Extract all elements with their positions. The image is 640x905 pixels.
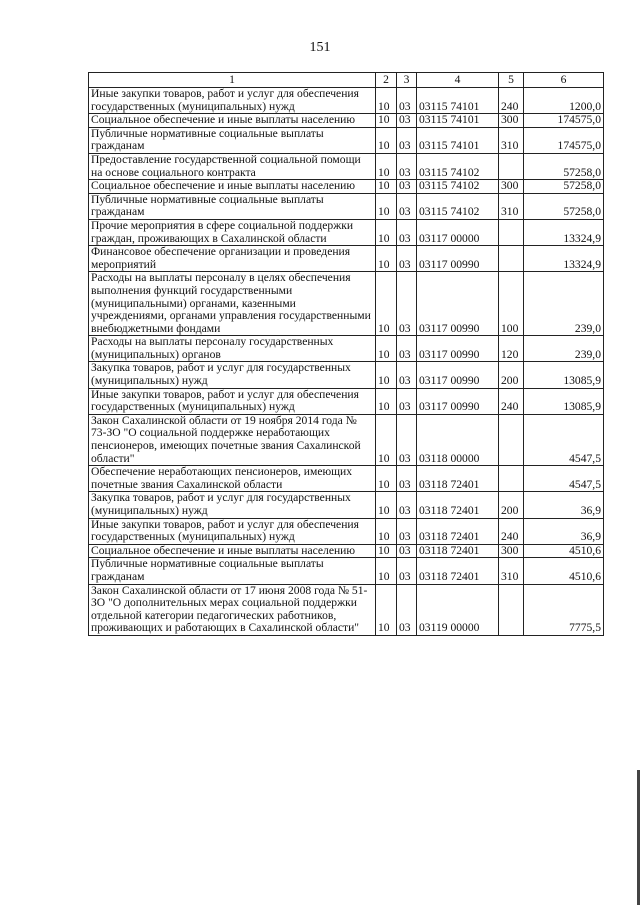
row-section-cell: 10 [376, 219, 397, 245]
row-expense-type-cell: 100 [499, 272, 524, 336]
row-section-cell: 10 [376, 558, 397, 584]
row-target-code-cell: 03115 74102 [417, 180, 499, 194]
table-row [89, 362, 604, 388]
row-name-cell: Обеспечение неработающих пенсионеров, имеющих почетные звания Сахалинской области [89, 466, 376, 492]
row-subsection-cell: 03 [397, 127, 417, 153]
row-subsection-cell: 03 [397, 193, 417, 219]
row-name-cell: Публичные нормативные социальные выплаты гражданам [89, 558, 376, 584]
row-expense-type-cell: 300 [499, 180, 524, 194]
row-target-code-cell: 03117 00990 [417, 362, 499, 388]
row-expense-type-cell [499, 584, 524, 635]
row-name-cell: Социальное обеспечение и иные выплаты населению [89, 180, 376, 194]
budget-table [88, 72, 604, 636]
row-subsection-cell: 03 [397, 272, 417, 336]
row-expense-type-cell: 120 [499, 336, 524, 362]
row-section-cell: 10 [376, 362, 397, 388]
table-row [89, 219, 604, 245]
row-section-cell: 10 [376, 193, 397, 219]
table-row [89, 414, 604, 465]
row-amount-cell: 239,0 [524, 272, 604, 336]
row-expense-type-cell: 240 [499, 518, 524, 544]
row-section-cell: 10 [376, 336, 397, 362]
row-target-code-cell: 03118 00000 [417, 414, 499, 465]
row-expense-type-cell: 200 [499, 362, 524, 388]
row-expense-type-cell: 310 [499, 193, 524, 219]
row-target-code-cell: 03118 72401 [417, 558, 499, 584]
table-row [89, 558, 604, 584]
row-name-cell: Социальное обеспечение и иные выплаты населению [89, 114, 376, 128]
table-row [89, 336, 604, 362]
header-col-4: 4 [417, 73, 499, 88]
table-row [89, 272, 604, 336]
header-col-2: 2 [376, 73, 397, 88]
row-expense-type-cell [499, 219, 524, 245]
row-subsection-cell: 03 [397, 114, 417, 128]
row-name-cell: Закон Сахалинской области от 19 ноября 2014 года № 73-ЗО "О социальной поддержке неработающих пенсионеров, имеющих почетные звания Сахалинской области" [89, 414, 376, 465]
header-col-3: 3 [397, 73, 417, 88]
row-section-cell: 10 [376, 584, 397, 635]
row-amount-cell: 57258,0 [524, 153, 604, 179]
row-subsection-cell: 03 [397, 88, 417, 114]
row-subsection-cell: 03 [397, 180, 417, 194]
row-section-cell: 10 [376, 388, 397, 414]
row-amount-cell: 7775,5 [524, 584, 604, 635]
row-target-code-cell: 03117 00000 [417, 219, 499, 245]
page-number: 151 [309, 40, 331, 55]
row-target-code-cell: 03117 00990 [417, 272, 499, 336]
row-amount-cell: 36,9 [524, 492, 604, 518]
row-name-cell: Социальное обеспечение и иные выплаты населению [89, 544, 376, 558]
header-col-5: 5 [499, 73, 524, 88]
table-row [89, 492, 604, 518]
table-row [89, 114, 604, 128]
row-expense-type-cell: 240 [499, 88, 524, 114]
row-section-cell: 10 [376, 180, 397, 194]
row-target-code-cell: 03115 74101 [417, 127, 499, 153]
row-name-cell: Предоставление государственной социальной помощи на основе социального контракта [89, 153, 376, 179]
row-name-cell: Иные закупки товаров, работ и услуг для обеспечения государственных (муниципальных) нужд [89, 518, 376, 544]
row-expense-type-cell: 300 [499, 544, 524, 558]
table-row [89, 544, 604, 558]
row-name-cell: Закупка товаров, работ и услуг для государственных (муниципальных) нужд [89, 492, 376, 518]
row-expense-type-cell: 240 [499, 388, 524, 414]
row-amount-cell: 57258,0 [524, 193, 604, 219]
row-amount-cell: 13324,9 [524, 246, 604, 272]
row-target-code-cell: 03117 00990 [417, 246, 499, 272]
row-subsection-cell: 03 [397, 544, 417, 558]
row-amount-cell: 13324,9 [524, 219, 604, 245]
row-amount-cell: 57258,0 [524, 180, 604, 194]
header-col-6: 6 [524, 73, 604, 88]
row-section-cell: 10 [376, 88, 397, 114]
row-name-cell: Расходы на выплаты персоналу в целях обеспечения выполнения функций государственными (муниципальными) органами, казенными учреждениями, органами управления государственными внебюджетными фондами [89, 272, 376, 336]
row-target-code-cell: 03115 74102 [417, 153, 499, 179]
row-amount-cell: 4510,6 [524, 544, 604, 558]
row-target-code-cell: 03118 72401 [417, 544, 499, 558]
row-section-cell: 10 [376, 272, 397, 336]
row-section-cell: 10 [376, 492, 397, 518]
row-section-cell: 10 [376, 414, 397, 465]
row-section-cell: 10 [376, 127, 397, 153]
table-row [89, 246, 604, 272]
row-subsection-cell: 03 [397, 336, 417, 362]
table-row [89, 88, 604, 114]
row-subsection-cell: 03 [397, 219, 417, 245]
row-subsection-cell: 03 [397, 388, 417, 414]
table-header-row [89, 73, 604, 88]
header-col-1: 1 [89, 73, 376, 88]
row-name-cell: Иные закупки товаров, работ и услуг для обеспечения государственных (муниципальных) нужд [89, 88, 376, 114]
row-expense-type-cell: 300 [499, 114, 524, 128]
row-name-cell: Финансовое обеспечение организации и проведения мероприятий [89, 246, 376, 272]
row-section-cell: 10 [376, 544, 397, 558]
row-subsection-cell: 03 [397, 414, 417, 465]
row-amount-cell: 4510,6 [524, 558, 604, 584]
row-subsection-cell: 03 [397, 584, 417, 635]
table-row [89, 193, 604, 219]
row-target-code-cell: 03115 74102 [417, 193, 499, 219]
row-amount-cell: 1200,0 [524, 88, 604, 114]
row-subsection-cell: 03 [397, 558, 417, 584]
row-subsection-cell: 03 [397, 466, 417, 492]
row-expense-type-cell [499, 246, 524, 272]
row-amount-cell: 4547,5 [524, 466, 604, 492]
row-subsection-cell: 03 [397, 518, 417, 544]
row-section-cell: 10 [376, 153, 397, 179]
row-name-cell: Иные закупки товаров, работ и услуг для обеспечения государственных (муниципальных) нужд [89, 388, 376, 414]
table-row [89, 180, 604, 194]
row-name-cell: Расходы на выплаты персоналу государственных (муниципальных) органов [89, 336, 376, 362]
row-expense-type-cell: 310 [499, 127, 524, 153]
row-amount-cell: 239,0 [524, 336, 604, 362]
row-section-cell: 10 [376, 114, 397, 128]
row-subsection-cell: 03 [397, 492, 417, 518]
row-target-code-cell: 03117 00990 [417, 336, 499, 362]
row-target-code-cell: 03115 74101 [417, 114, 499, 128]
row-target-code-cell: 03118 72401 [417, 518, 499, 544]
row-amount-cell: 13085,9 [524, 388, 604, 414]
table-row [89, 466, 604, 492]
row-name-cell: Публичные нормативные социальные выплаты гражданам [89, 127, 376, 153]
row-name-cell: Публичные нормативные социальные выплаты гражданам [89, 193, 376, 219]
table-row [89, 153, 604, 179]
row-subsection-cell: 03 [397, 153, 417, 179]
row-subsection-cell: 03 [397, 362, 417, 388]
row-section-cell: 10 [376, 518, 397, 544]
row-amount-cell: 13085,9 [524, 362, 604, 388]
row-name-cell: Закон Сахалинской области от 17 июня 2008 года № 51-ЗО "О дополнительных мерах социальной поддержки отдельной категории педагогических работников, проживающих и работающих в Сахалинской области" [89, 584, 376, 635]
row-expense-type-cell [499, 466, 524, 492]
row-name-cell: Прочие мероприятия в сфере социальной поддержки граждан, проживающих в Сахалинской области [89, 219, 376, 245]
table-row [89, 584, 604, 635]
row-expense-type-cell: 310 [499, 558, 524, 584]
row-amount-cell: 36,9 [524, 518, 604, 544]
row-target-code-cell: 03117 00990 [417, 388, 499, 414]
table-row [89, 127, 604, 153]
table-row [89, 388, 604, 414]
row-subsection-cell: 03 [397, 246, 417, 272]
row-target-code-cell: 03118 72401 [417, 492, 499, 518]
row-target-code-cell: 03115 74101 [417, 88, 499, 114]
row-amount-cell: 174575,0 [524, 127, 604, 153]
row-target-code-cell: 03119 00000 [417, 584, 499, 635]
row-name-cell: Закупка товаров, работ и услуг для государственных (муниципальных) нужд [89, 362, 376, 388]
row-expense-type-cell: 200 [499, 492, 524, 518]
row-expense-type-cell [499, 153, 524, 179]
row-section-cell: 10 [376, 466, 397, 492]
table-row [89, 518, 604, 544]
row-section-cell: 10 [376, 246, 397, 272]
row-amount-cell: 4547,5 [524, 414, 604, 465]
row-amount-cell: 174575,0 [524, 114, 604, 128]
row-expense-type-cell [499, 414, 524, 465]
row-target-code-cell: 03118 72401 [417, 466, 499, 492]
